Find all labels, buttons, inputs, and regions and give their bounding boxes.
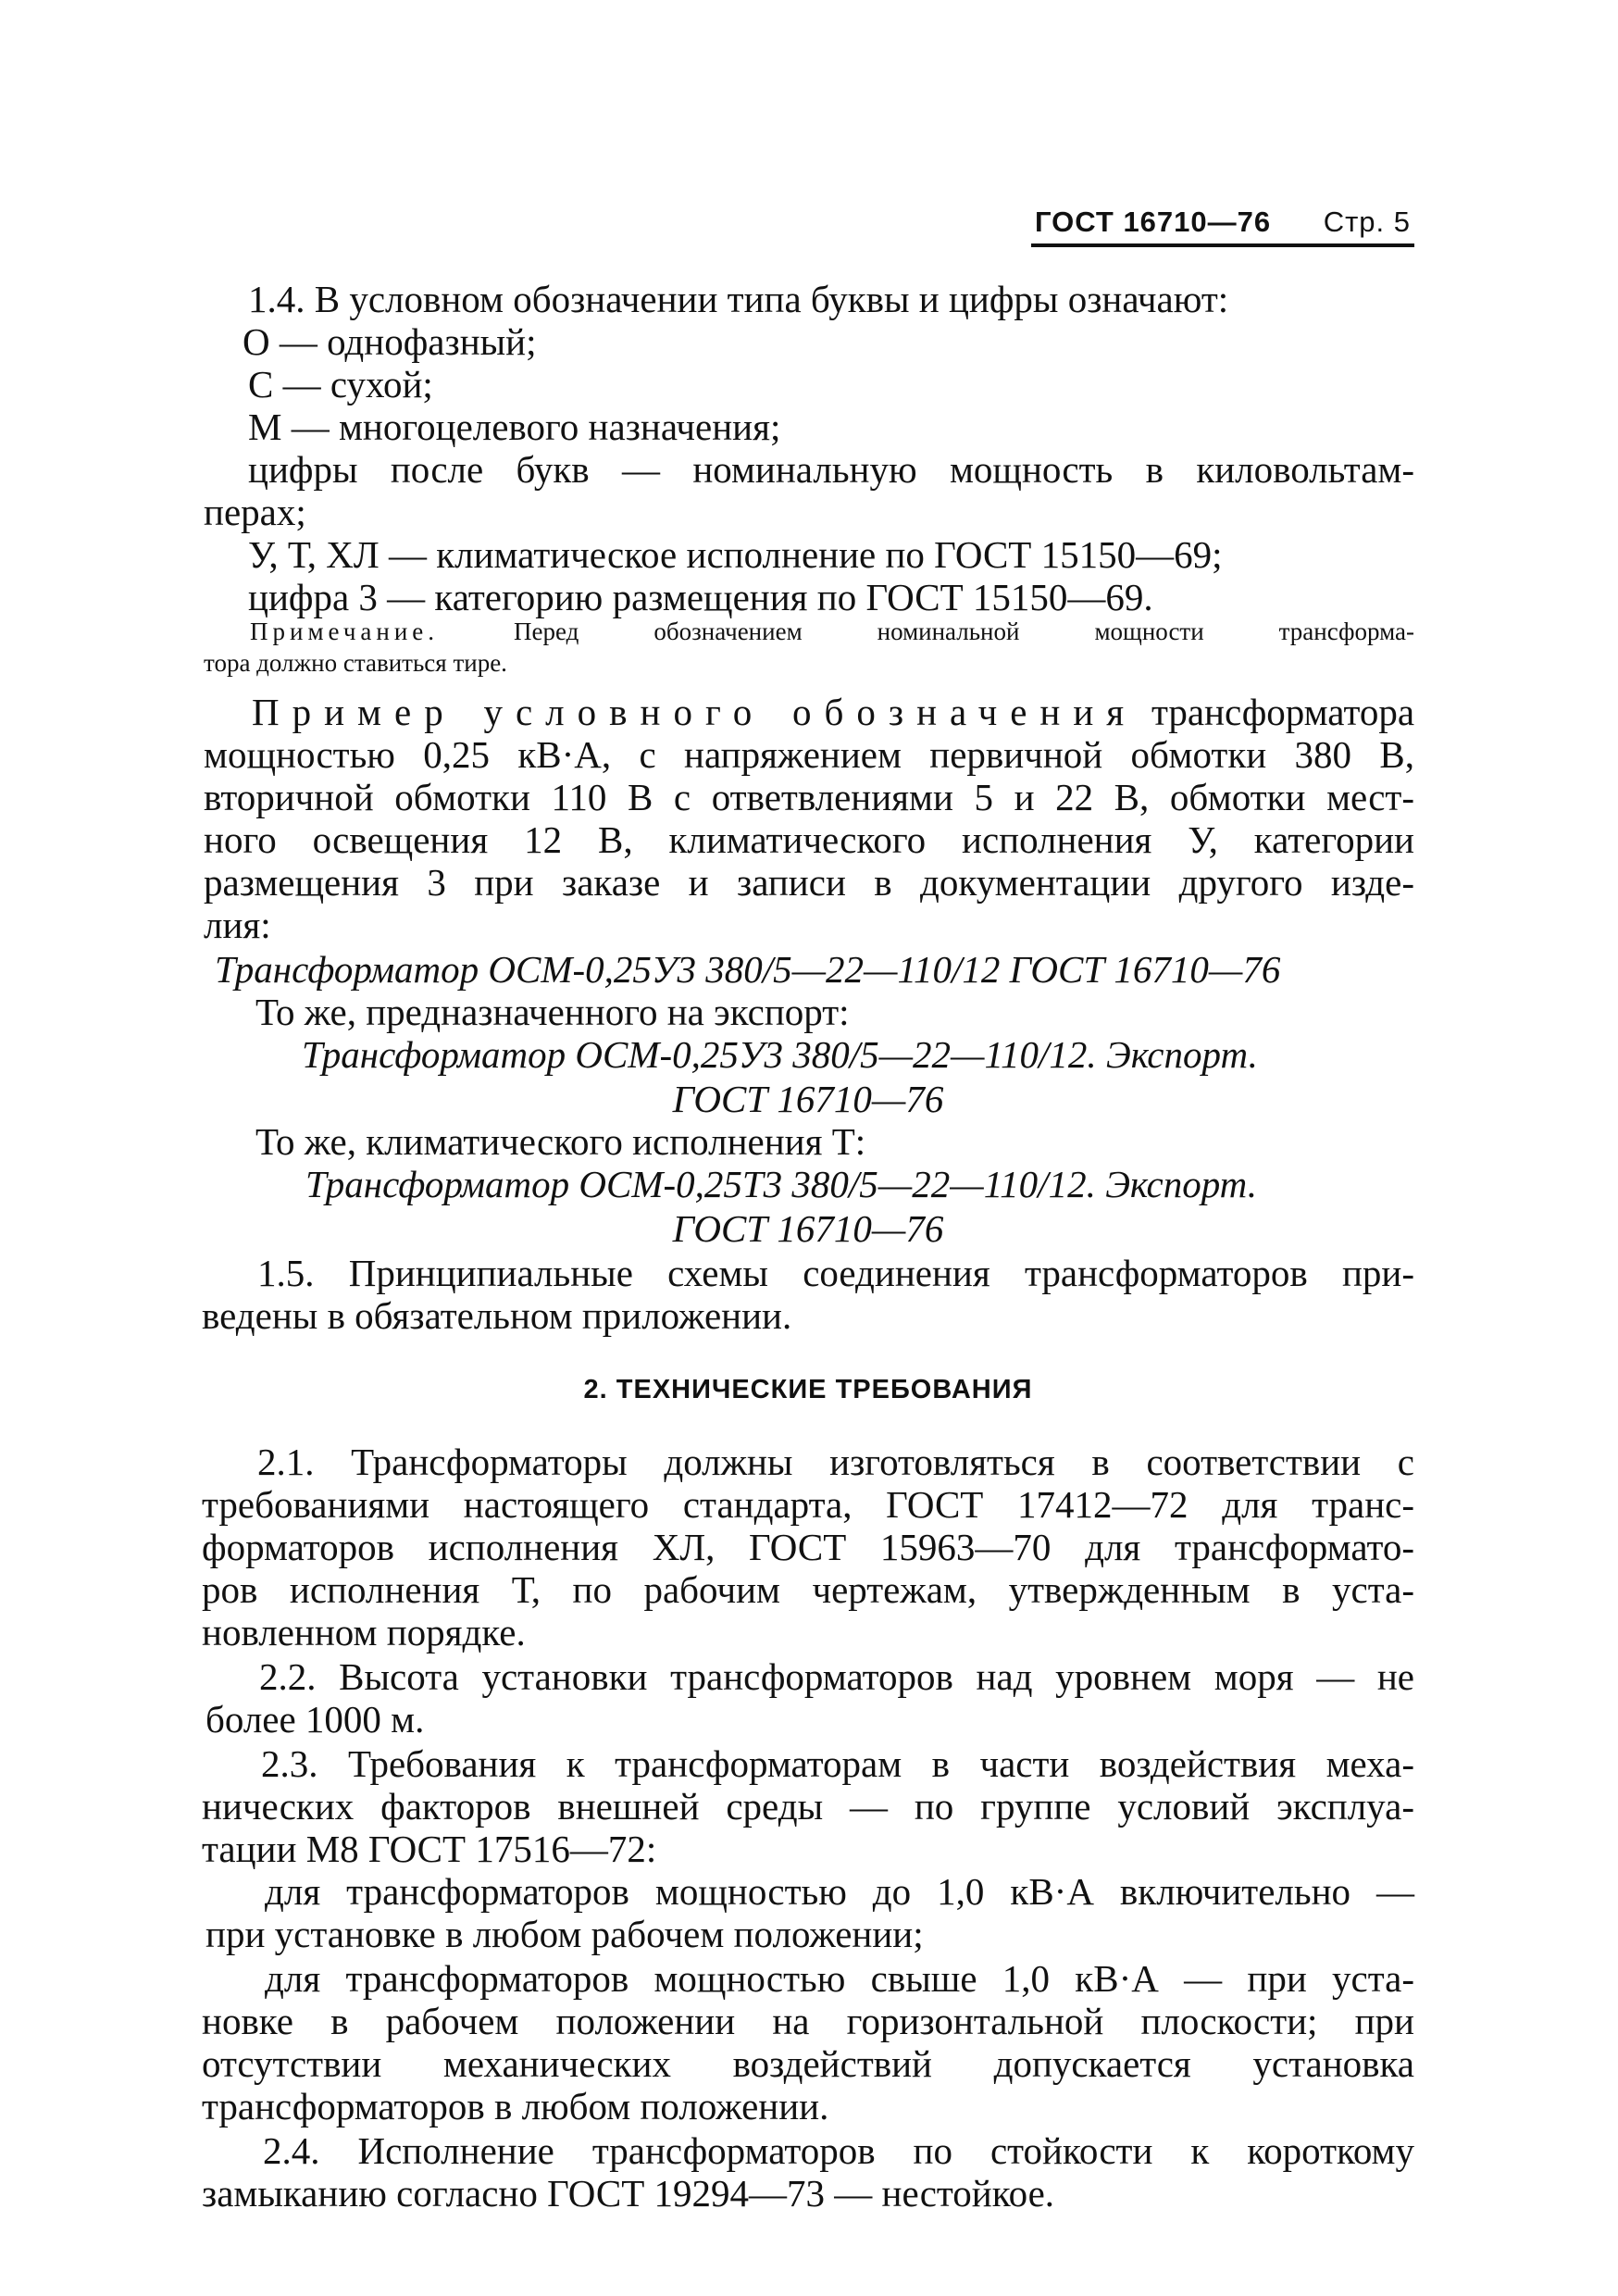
legend-item: перах; xyxy=(204,491,306,533)
note-line: тора должно ставиться тире. xyxy=(204,649,507,677)
clause-2-3: при установке в любом рабочем положении; xyxy=(205,1913,924,1955)
example-label: Пример условного обозначения xyxy=(252,691,1138,733)
clause-2-3: для трансформаторов мощностью свыше 1,0 кВ·А — при уста- xyxy=(265,1957,1414,2000)
note-text: Перед обозначением номинальной мощности трансформа- xyxy=(514,618,1414,645)
clause-2-1: требованиями настоящего стандарта, ГОСТ 17412—72 для транс- xyxy=(202,1483,1414,1526)
example-line: вторичной обмотки 110 В с ответвлениями 5 и 22 В, обмотки мест- xyxy=(204,776,1414,818)
example-line: размещения 3 при заказе и записи в документации другого изде- xyxy=(204,861,1414,904)
designation-example: Трансформатор ОСМ-0,25У3 380/5—22—110/12 ГОСТ 16710—76 xyxy=(215,948,1281,991)
legend-item: С — сухой; xyxy=(248,363,433,406)
page-number: Стр. 5 xyxy=(1323,206,1411,238)
climate-intro: То же, климатического исполнения Т: xyxy=(255,1120,866,1163)
clause-2-3: отсутствии механических воздействий допускается установка xyxy=(202,2042,1414,2085)
clause-2-1: ров исполнения Т, по рабочим чертежам, утвержденным в уста- xyxy=(202,1568,1414,1611)
designation-climate: Трансформатор ОСМ-0,25Т3 380/5—22—110/12. Экспорт. xyxy=(305,1163,1258,1205)
clause-2-4: 2.4. Исполнение трансформаторов по стойкости к короткому xyxy=(263,2129,1414,2172)
designation-climate-standard: ГОСТ 16710—76 xyxy=(672,1207,944,1250)
legend-item: цифра 3 — категорию размещения по ГОСТ 15150—69. xyxy=(248,576,1153,618)
example-line: мощностью 0,25 кВ·А, с напряжением первичной обмотки 380 В, xyxy=(204,733,1414,776)
clause-2-2: более 1000 м. xyxy=(205,1698,425,1741)
clause-2-1: 2.1. Трансформаторы должны изготовляться в соответствии с xyxy=(257,1441,1414,1483)
legend-item: цифры после букв — номинальную мощность в киловольтам- xyxy=(248,448,1414,491)
clause-2-3: новке в рабочем положении на горизонтальной плоскости; при xyxy=(202,2000,1414,2042)
clause-2-1: новленном порядке. xyxy=(202,1611,526,1653)
clause-2-3: для трансформаторов мощностью до 1,0 кВ·А включительно — xyxy=(265,1870,1414,1913)
clause-2-3: нических факторов внешней среды — по группе условий эксплуа- xyxy=(202,1785,1414,1828)
clause-2-1: форматоров исполнения ХЛ, ГОСТ 15963—70 для трансформато- xyxy=(202,1526,1414,1568)
note-label: Примечание. xyxy=(250,618,440,645)
clause-2-3: 2.3. Требования к трансформаторам в части воздействия меха- xyxy=(261,1742,1414,1785)
clause-1-5: ведены в обязательном приложении. xyxy=(202,1294,792,1337)
legend-item: М — многоцелевого назначения; xyxy=(248,406,781,448)
example-line: ного освещения 12 В, климатического исполнения У, категории xyxy=(204,818,1414,861)
legend-item: У, Т, ХЛ — климатическое исполнение по ГОСТ 15150—69; xyxy=(248,533,1223,576)
clause-2-2: 2.2. Высота установки трансформаторов над уровнем моря — не xyxy=(259,1655,1414,1698)
page-header xyxy=(1035,198,1411,244)
example-heading xyxy=(252,691,1414,733)
example-line: лия: xyxy=(204,904,271,946)
legend-item: О — однофазный; xyxy=(243,320,537,363)
clause-2-4: замыканию согласно ГОСТ 19294—73 — нестойкое. xyxy=(202,2172,1055,2215)
example-text: трансформатора xyxy=(1151,691,1415,733)
section-title: 2. ТЕХНИЧЕСКИЕ ТРЕБОВАНИЯ xyxy=(583,1375,1033,1404)
export-intro: То же, предназначенного на экспорт: xyxy=(255,991,850,1033)
clause-2-3: тации М8 ГОСТ 17516—72: xyxy=(202,1828,657,1870)
clause-1-5: 1.5. Принципиальные схемы соединения трансформаторов при- xyxy=(257,1252,1414,1294)
designation-export: Трансформатор ОСМ-0,25У3 380/5—22—110/12. Экспорт. xyxy=(302,1033,1258,1076)
note-line xyxy=(250,617,1414,646)
standard-number: ГОСТ 16710—76 xyxy=(1035,206,1272,238)
clause-2-3: трансформаторов в любом положении. xyxy=(202,2085,829,2128)
designation-export-standard: ГОСТ 16710—76 xyxy=(672,1078,944,1120)
header-rule xyxy=(1031,243,1414,247)
clause-1-4-intro: 1.4. В условном обозначении типа буквы и цифры означают: xyxy=(248,278,1229,320)
